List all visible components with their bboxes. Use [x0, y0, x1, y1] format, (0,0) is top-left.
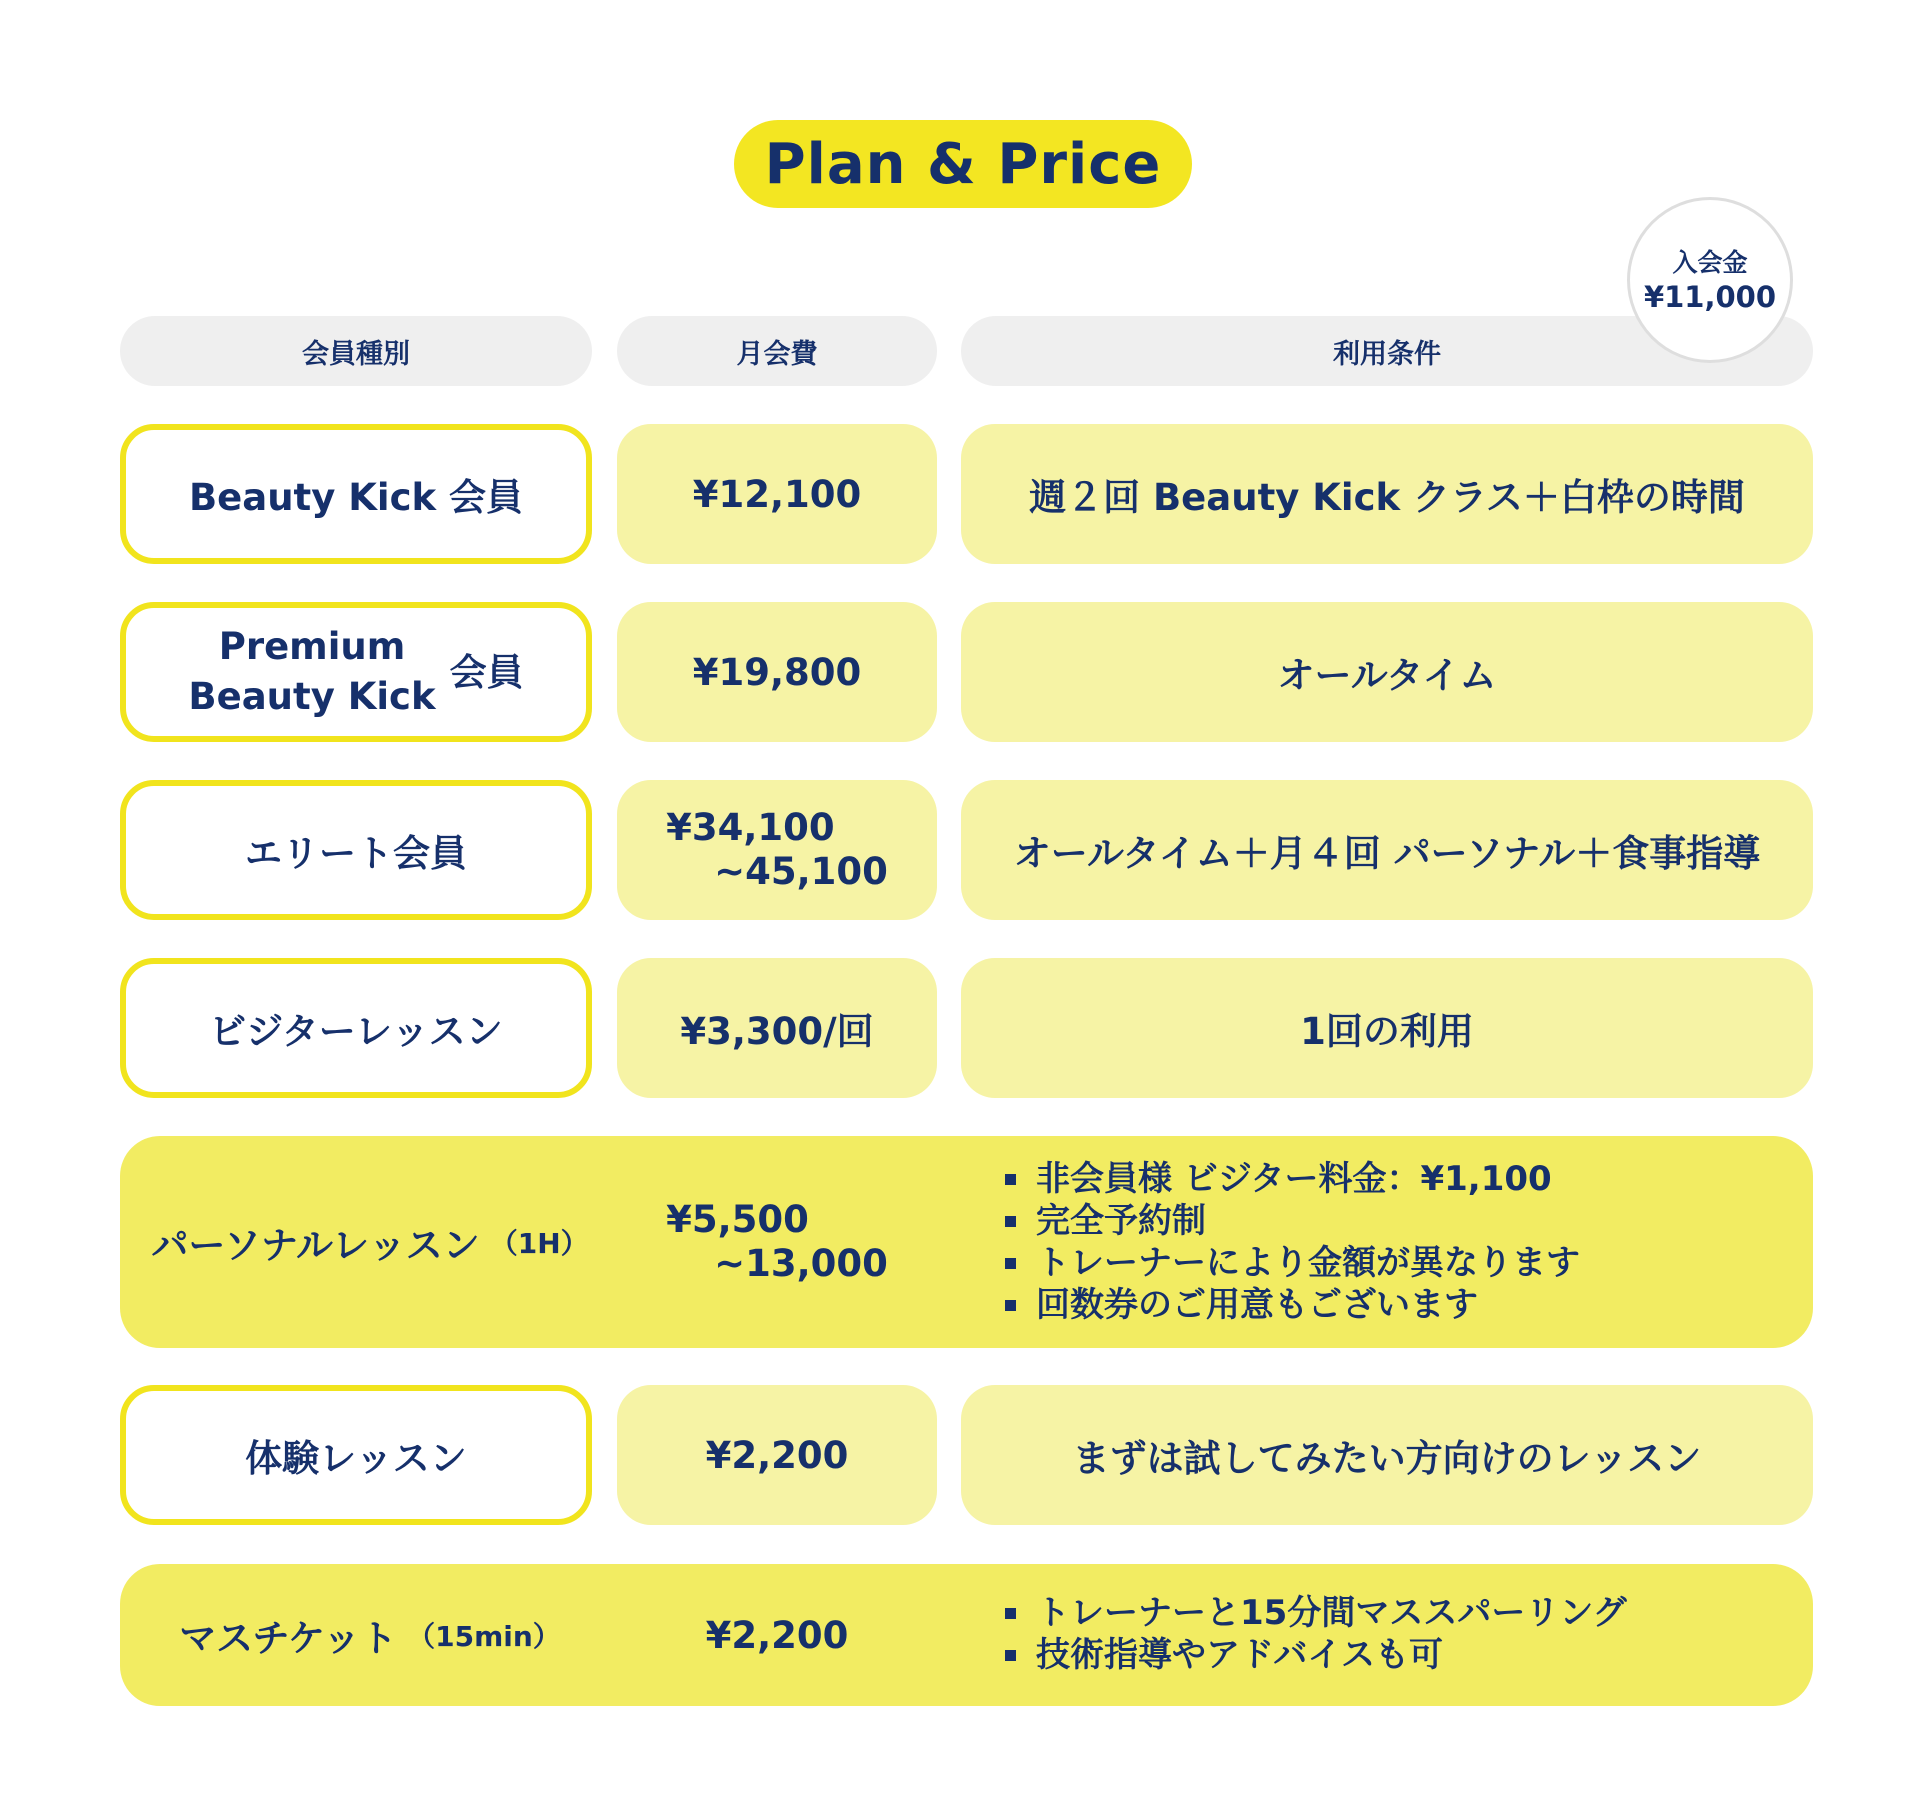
bullet-icon	[1005, 1258, 1016, 1269]
plan-price-elite-max: ~45,100	[714, 850, 888, 893]
list-item: トレーナーと15分間マススパーリング	[1005, 1592, 1627, 1634]
plan-row-personal-lesson	[120, 1136, 1813, 1348]
header-monthly-fee: 月会費	[617, 316, 937, 386]
plan-type-premium-suffix: 会員	[449, 651, 524, 694]
plan-row-mass-ticket	[120, 1564, 1813, 1706]
list-item: 完全予約制	[1005, 1200, 1580, 1242]
plan-price-trial: ¥2,200	[617, 1385, 937, 1525]
plan-price-mass-ticket: ¥2,200	[705, 1613, 849, 1657]
plan-conditions-visitor: 1回の利用	[961, 958, 1813, 1098]
plan-notes-mass-ticket	[1005, 1592, 1627, 1676]
page-title: Plan & Price	[734, 120, 1192, 208]
admission-fee-badge	[1627, 197, 1793, 363]
plan-price-personal-max: ~13,000	[714, 1242, 888, 1285]
plan-type-visitor: ビジターレッスン	[120, 958, 592, 1098]
plan-conditions-trial: まずは試してみたい方向けのレッスン	[961, 1385, 1813, 1525]
plan-type-trial: 体験レッスン	[120, 1385, 592, 1525]
plan-conditions-elite: オールタイム＋月４回 パーソナル＋食事指導	[961, 780, 1813, 920]
plan-type-personal	[150, 1136, 590, 1348]
bullet-icon	[1005, 1300, 1016, 1311]
plan-conditions-premium: オールタイム	[961, 602, 1813, 742]
list-item: 回数券のご用意もございます	[1005, 1284, 1580, 1326]
plan-price-personal-min: ¥5,500	[666, 1198, 809, 1241]
plan-price-beauty-kick: ¥12,100	[617, 424, 937, 564]
plan-type-premium-line1: Premium	[218, 625, 406, 668]
plan-type-elite: エリート会員	[120, 780, 592, 920]
plan-conditions-beauty-kick: 週２回 Beauty Kick クラス＋白枠の時間	[961, 424, 1813, 564]
bullet-icon	[1005, 1174, 1016, 1185]
list-item: トレーナーにより金額が異なります	[1005, 1242, 1580, 1284]
plan-type-mass-ticket	[150, 1564, 590, 1706]
plan-type-personal-label: パーソナルレッスン	[151, 1224, 480, 1267]
list-item: 非会員様 ビジター料金：¥1,100	[1005, 1158, 1580, 1200]
plan-type-mass-note: （15min）	[407, 1620, 561, 1653]
plan-price-visitor: ¥3,300/回	[617, 958, 937, 1098]
plan-price-personal	[617, 1136, 937, 1348]
bullet-icon	[1005, 1216, 1016, 1227]
list-item: 技術指導やアドバイスも可	[1005, 1634, 1627, 1676]
plan-price-premium: ¥19,800	[617, 602, 937, 742]
bullet-icon	[1005, 1650, 1016, 1661]
plan-price-elite	[617, 780, 937, 920]
plan-type-beauty-kick: Beauty Kick 会員	[120, 424, 592, 564]
plan-type-personal-note: （1H）	[489, 1227, 589, 1260]
plan-price-elite-min: ¥34,100	[666, 806, 835, 849]
admission-fee-price: ¥11,000	[1643, 280, 1777, 314]
plan-type-premium-line2: Beauty Kick	[188, 675, 436, 718]
plan-type-premium-beauty-kick	[120, 602, 592, 742]
plan-type-mass-label: マスチケット	[179, 1617, 398, 1660]
header-conditions: 利用条件	[961, 316, 1813, 386]
bullet-icon	[1005, 1608, 1016, 1619]
header-membership-type: 会員種別	[120, 316, 592, 386]
plan-notes-personal	[1005, 1158, 1580, 1326]
admission-fee-label: 入会金	[1672, 248, 1748, 277]
